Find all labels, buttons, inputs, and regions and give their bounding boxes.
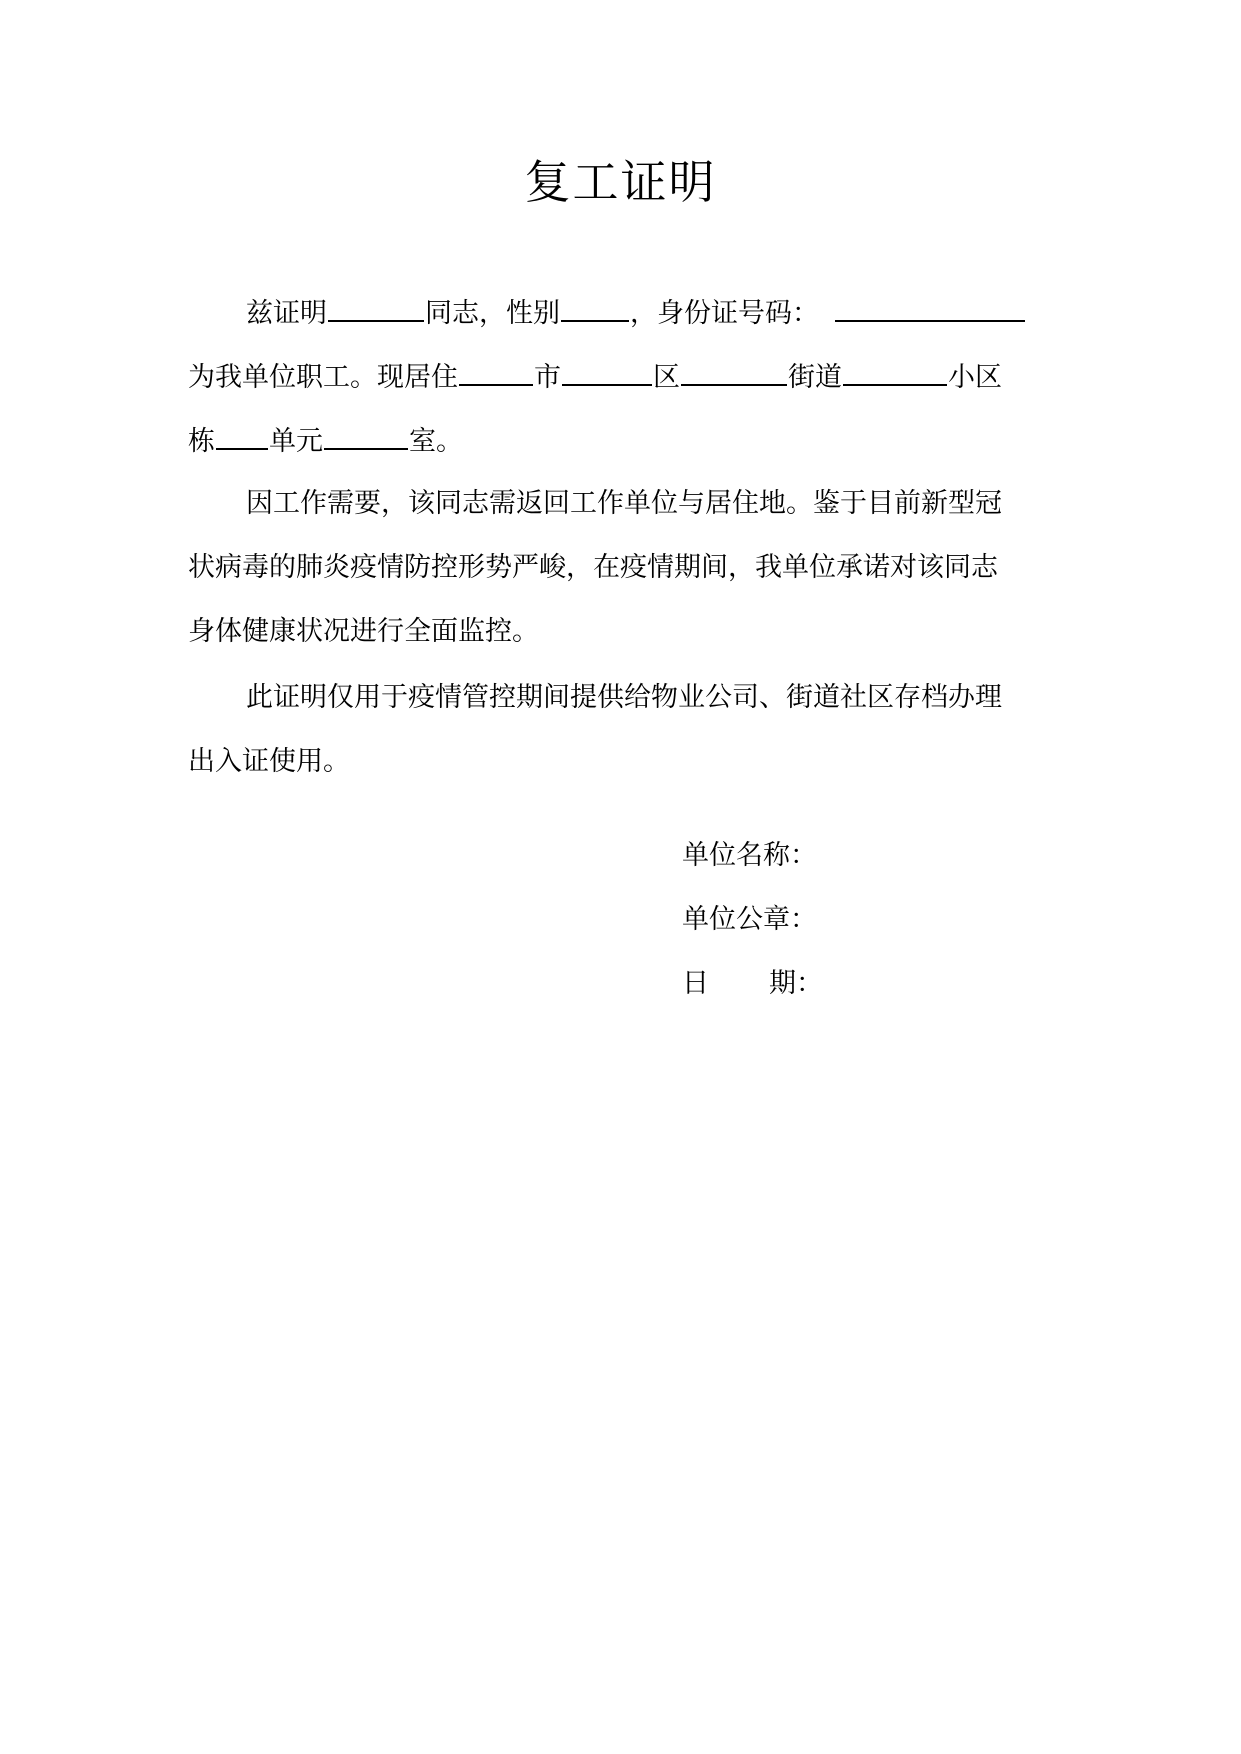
signature-unit-seal: 单位公章： (682, 904, 817, 935)
text-id-number: ，身份证号码： (630, 298, 819, 329)
document-title: 复工证明 (524, 155, 717, 209)
para1-line1 (188, 292, 1116, 332)
para1-line2 (188, 356, 1058, 396)
text-building: 栋 (188, 426, 215, 457)
street-blank[interactable] (681, 356, 787, 386)
text-comrade-gender: 同志，性别 (425, 298, 560, 329)
city-blank[interactable] (459, 356, 533, 386)
para1-line3 (188, 420, 1058, 460)
text-unit: 单元 (269, 426, 323, 457)
text-certify: 兹证明 (246, 298, 327, 329)
para3-line1: 此证明仅用于疫情管控期间提供给物业公司、街道社区存档办理 (246, 682, 1002, 713)
text-city: 市 (534, 362, 561, 393)
para2-line2: 状病毒的肺炎疫情防控形势严峻，在疫情期间，我单位承诺对该同志 (188, 552, 998, 583)
room-blank[interactable] (324, 420, 408, 450)
community-blank[interactable] (843, 356, 947, 386)
id-number-blank[interactable] (835, 292, 1025, 322)
text-community: 小区 (948, 362, 1002, 393)
text-street: 街道 (788, 362, 842, 393)
para2-line1: 因工作需要，该同志需返回工作单位与居住地。鉴于目前新型冠 (246, 488, 1002, 519)
name-blank[interactable] (328, 292, 424, 322)
signature-date-right: 期： (769, 968, 823, 999)
para2-line3: 身体健康状况进行全面监控。 (188, 616, 539, 647)
district-blank[interactable] (562, 356, 652, 386)
signature-unit-name: 单位名称： (682, 840, 817, 871)
text-room: 室。 (409, 426, 463, 457)
gender-blank[interactable] (561, 292, 629, 322)
signature-date (682, 964, 823, 1004)
text-employee-residence: 为我单位职工。现居住 (188, 362, 458, 393)
text-district: 区 (653, 362, 680, 393)
para3-line2: 出入证使用。 (188, 746, 350, 777)
signature-date-left: 日 (682, 968, 709, 999)
unit-blank[interactable] (216, 420, 268, 450)
